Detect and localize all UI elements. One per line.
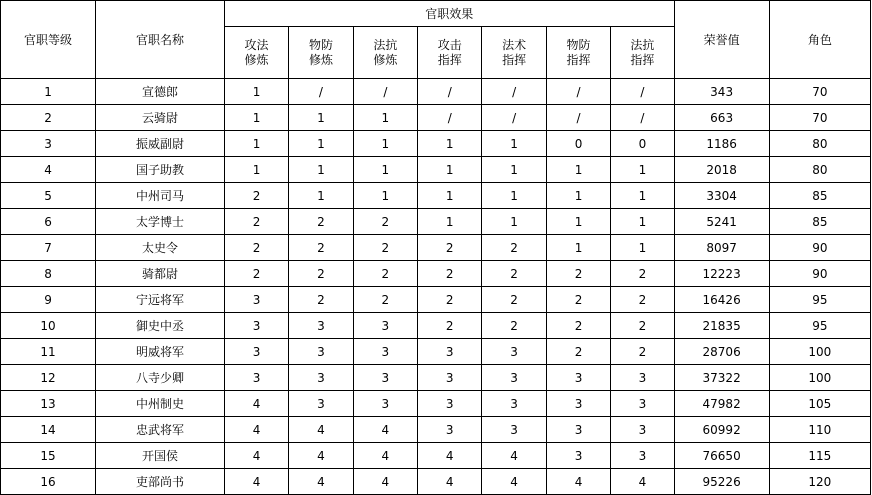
cell-magic-res-cultivation: 1 [353,105,417,131]
cell-phys-def-cultivation: 4 [289,469,353,495]
cell-magic-res-command: 1 [611,157,674,183]
table-row [1,157,871,183]
cell-phys-def-command: 2 [546,261,610,287]
cell-honor: 47982 [674,391,769,417]
header-label-line: 法抗 [373,37,398,52]
cell-phys-def-cultivation: 3 [289,313,353,339]
header-label-line: 攻法 [244,37,269,52]
cell-attack-command: 3 [418,417,482,443]
cell-magic-res-cultivation: 3 [353,339,417,365]
cell-attack-magic-cultivation: 4 [224,391,288,417]
cell-name: 中州司马 [96,183,225,209]
cell-magic-command: 4 [482,443,546,469]
cell-name: 骑都尉 [96,261,225,287]
cell-phys-def-command: 4 [546,469,610,495]
cell-name: 八寺少卿 [96,365,225,391]
cell-magic-res-cultivation: 3 [353,365,417,391]
table-row [1,105,871,131]
table-row [1,417,871,443]
cell-phys-def-command: 1 [546,209,610,235]
header-honor: 荣誉值 [674,1,769,79]
cell-honor: 343 [674,79,769,105]
cell-magic-res-command: 3 [611,391,674,417]
cell-role: 100 [769,339,870,365]
cell-magic-command: 3 [482,339,546,365]
header-label-line: 法抗 [630,37,655,52]
cell-magic-res-command: 1 [611,235,674,261]
table-row [1,79,871,105]
cell-phys-def-cultivation: 2 [289,235,353,261]
cell-magic-res-cultivation: 3 [353,391,417,417]
header-attack-command [418,27,482,79]
cell-attack-magic-cultivation: 2 [224,183,288,209]
cell-rank: 16 [1,469,96,495]
cell-magic-res-command: 1 [611,183,674,209]
cell-name: 宁远将军 [96,287,225,313]
header-magic-res-command [611,27,674,79]
cell-magic-res-cultivation: 1 [353,183,417,209]
cell-magic-res-command: 2 [611,339,674,365]
cell-role: 110 [769,417,870,443]
cell-magic-res-command: / [611,79,674,105]
cell-magic-res-cultivation: / [353,79,417,105]
cell-attack-command: 2 [418,235,482,261]
cell-honor: 21835 [674,313,769,339]
cell-honor: 8097 [674,235,769,261]
cell-magic-res-cultivation: 2 [353,235,417,261]
table-row [1,209,871,235]
cell-name: 中州制史 [96,391,225,417]
cell-attack-command: 4 [418,443,482,469]
table-row [1,235,871,261]
cell-phys-def-cultivation: 1 [289,131,353,157]
cell-magic-command: 1 [482,183,546,209]
header-label-line: 修炼 [373,52,398,67]
table-body [1,79,871,495]
cell-phys-def-command: 3 [546,365,610,391]
table-row [1,313,871,339]
cell-magic-command: / [482,79,546,105]
cell-phys-def-command: 3 [546,391,610,417]
cell-phys-def-cultivation: 2 [289,209,353,235]
table-row [1,469,871,495]
cell-phys-def-cultivation: 4 [289,443,353,469]
cell-role: 80 [769,131,870,157]
header-rank: 官职等级 [1,1,96,79]
table-row [1,365,871,391]
cell-phys-def-cultivation: 1 [289,105,353,131]
cell-attack-command: 2 [418,287,482,313]
cell-magic-res-cultivation: 1 [353,157,417,183]
cell-phys-def-cultivation: 3 [289,391,353,417]
cell-magic-res-command: 3 [611,417,674,443]
cell-magic-res-command: 2 [611,261,674,287]
cell-name: 太史令 [96,235,225,261]
cell-role: 95 [769,313,870,339]
cell-attack-command: 3 [418,391,482,417]
cell-magic-res-cultivation: 2 [353,287,417,313]
cell-attack-magic-cultivation: 3 [224,313,288,339]
cell-magic-command: 3 [482,365,546,391]
cell-name: 太学博士 [96,209,225,235]
cell-magic-command: 1 [482,209,546,235]
cell-attack-magic-cultivation: 1 [224,105,288,131]
table-row [1,443,871,469]
header-effects-group: 官职效果 [224,1,674,27]
cell-attack-magic-cultivation: 2 [224,261,288,287]
table-row [1,261,871,287]
cell-magic-command: 4 [482,469,546,495]
cell-rank: 5 [1,183,96,209]
cell-name: 宣德郎 [96,79,225,105]
cell-magic-res-cultivation: 4 [353,417,417,443]
cell-honor: 95226 [674,469,769,495]
cell-attack-magic-cultivation: 1 [224,131,288,157]
header-attack-magic-cultivation [224,27,288,79]
cell-rank: 2 [1,105,96,131]
cell-honor: 663 [674,105,769,131]
header-phys-def-cultivation [289,27,353,79]
cell-honor: 28706 [674,339,769,365]
cell-magic-res-cultivation: 4 [353,443,417,469]
header-label-line: 指挥 [502,52,527,67]
cell-rank: 11 [1,339,96,365]
cell-magic-command: 2 [482,287,546,313]
cell-role: 80 [769,157,870,183]
cell-attack-command: / [418,105,482,131]
cell-honor: 12223 [674,261,769,287]
cell-magic-command: 2 [482,235,546,261]
cell-name: 振威副尉 [96,131,225,157]
cell-magic-command: / [482,105,546,131]
header-label-line: 法术 [502,37,527,52]
cell-phys-def-cultivation: 1 [289,183,353,209]
cell-attack-magic-cultivation: 1 [224,157,288,183]
cell-magic-command: 2 [482,313,546,339]
header-label-line: 修炼 [308,52,333,67]
cell-attack-command: 1 [418,131,482,157]
cell-rank: 3 [1,131,96,157]
cell-rank: 15 [1,443,96,469]
cell-phys-def-cultivation: 2 [289,261,353,287]
cell-phys-def-command: 3 [546,417,610,443]
cell-phys-def-command: 1 [546,157,610,183]
cell-phys-def-command: / [546,79,610,105]
cell-rank: 8 [1,261,96,287]
cell-attack-command: 2 [418,261,482,287]
header-name: 官职名称 [96,1,225,79]
cell-role: 85 [769,209,870,235]
cell-magic-command: 2 [482,261,546,287]
cell-name: 国子助教 [96,157,225,183]
cell-role: 120 [769,469,870,495]
cell-rank: 10 [1,313,96,339]
cell-phys-def-cultivation: 1 [289,157,353,183]
table-row [1,339,871,365]
cell-role: 70 [769,105,870,131]
cell-name: 吏部尚书 [96,469,225,495]
cell-magic-res-command: 3 [611,443,674,469]
cell-magic-res-command: 4 [611,469,674,495]
header-label-line: 物防 [566,37,591,52]
cell-name: 御史中丞 [96,313,225,339]
cell-attack-magic-cultivation: 2 [224,209,288,235]
cell-magic-res-command: 0 [611,131,674,157]
cell-magic-res-command: / [611,105,674,131]
cell-attack-command: / [418,79,482,105]
cell-phys-def-command: 1 [546,183,610,209]
header-magic-command [482,27,546,79]
header-label-line: 攻击 [437,37,462,52]
table-row [1,391,871,417]
cell-attack-magic-cultivation: 3 [224,339,288,365]
cell-attack-command: 1 [418,209,482,235]
cell-honor: 3304 [674,183,769,209]
cell-phys-def-command: 2 [546,313,610,339]
header-label-line: 物防 [308,37,333,52]
cell-phys-def-cultivation: 4 [289,417,353,443]
cell-magic-command: 1 [482,157,546,183]
cell-rank: 1 [1,79,96,105]
cell-rank: 14 [1,417,96,443]
header-label-line: 修炼 [244,52,269,67]
cell-phys-def-command: 0 [546,131,610,157]
cell-phys-def-cultivation: 3 [289,365,353,391]
cell-magic-res-command: 2 [611,313,674,339]
cell-phys-def-command: 2 [546,339,610,365]
cell-rank: 13 [1,391,96,417]
cell-honor: 2018 [674,157,769,183]
cell-rank: 4 [1,157,96,183]
cell-magic-command: 3 [482,391,546,417]
cell-role: 90 [769,261,870,287]
cell-magic-res-cultivation: 3 [353,313,417,339]
cell-role: 105 [769,391,870,417]
cell-attack-magic-cultivation: 4 [224,417,288,443]
cell-magic-command: 3 [482,417,546,443]
cell-honor: 60992 [674,417,769,443]
cell-role: 90 [769,235,870,261]
cell-attack-magic-cultivation: 4 [224,469,288,495]
cell-phys-def-cultivation: / [289,79,353,105]
cell-honor: 1186 [674,131,769,157]
cell-phys-def-cultivation: 2 [289,287,353,313]
cell-honor: 76650 [674,443,769,469]
cell-name: 明威将军 [96,339,225,365]
cell-attack-command: 3 [418,339,482,365]
cell-magic-res-command: 1 [611,209,674,235]
cell-phys-def-command: / [546,105,610,131]
cell-phys-def-command: 2 [546,287,610,313]
header-label-line: 指挥 [437,52,462,67]
cell-attack-magic-cultivation: 3 [224,365,288,391]
cell-attack-magic-cultivation: 3 [224,287,288,313]
cell-name: 云骑尉 [96,105,225,131]
table-row [1,183,871,209]
cell-attack-magic-cultivation: 1 [224,79,288,105]
cell-magic-res-cultivation: 1 [353,131,417,157]
header-role: 角色 [769,1,870,79]
cell-attack-command: 3 [418,365,482,391]
cell-rank: 12 [1,365,96,391]
cell-rank: 7 [1,235,96,261]
cell-attack-magic-cultivation: 2 [224,235,288,261]
table-header [1,1,871,79]
cell-role: 70 [769,79,870,105]
header-magic-res-cultivation [353,27,417,79]
cell-role: 95 [769,287,870,313]
cell-role: 85 [769,183,870,209]
cell-rank: 6 [1,209,96,235]
cell-attack-command: 1 [418,157,482,183]
cell-attack-command: 1 [418,183,482,209]
cell-magic-res-cultivation: 2 [353,209,417,235]
header-phys-def-command [546,27,610,79]
cell-honor: 5241 [674,209,769,235]
table-row [1,287,871,313]
cell-magic-res-command: 2 [611,287,674,313]
cell-name: 开国侯 [96,443,225,469]
cell-honor: 37322 [674,365,769,391]
cell-role: 115 [769,443,870,469]
table-row [1,131,871,157]
cell-magic-res-cultivation: 2 [353,261,417,287]
cell-magic-command: 1 [482,131,546,157]
cell-honor: 16426 [674,287,769,313]
header-label-line: 指挥 [630,52,655,67]
cell-name: 忠武将军 [96,417,225,443]
cell-attack-command: 4 [418,469,482,495]
cell-phys-def-command: 3 [546,443,610,469]
cell-phys-def-cultivation: 3 [289,339,353,365]
cell-magic-res-cultivation: 4 [353,469,417,495]
cell-role: 100 [769,365,870,391]
cell-attack-command: 2 [418,313,482,339]
cell-rank: 9 [1,287,96,313]
cell-phys-def-command: 1 [546,235,610,261]
header-label-line: 指挥 [566,52,591,67]
cell-attack-magic-cultivation: 4 [224,443,288,469]
cell-magic-res-command: 3 [611,365,674,391]
